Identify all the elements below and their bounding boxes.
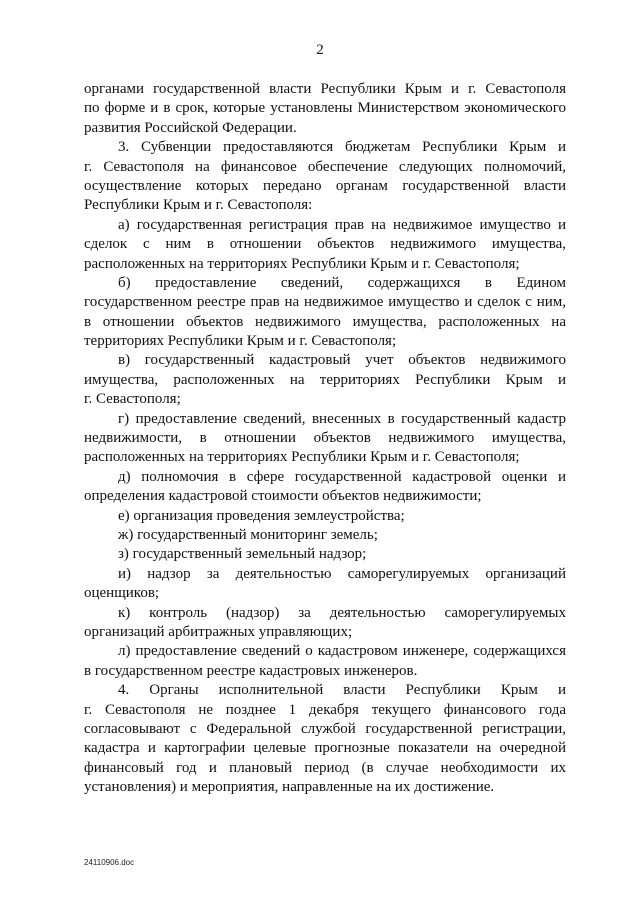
- text-line: финансовый год и плановый период (в случае необходимости их: [84, 759, 566, 776]
- paragraph: [84, 468, 566, 507]
- text-line: определения кадастровой стоимости объектов недвижимости;: [84, 488, 482, 505]
- paragraph: [84, 138, 566, 216]
- text-line: расположенных на территориях Республики Крым и г. Севастополя;: [84, 255, 520, 272]
- text-line: осуществление которых передано органам государственной власти: [84, 177, 566, 194]
- text-line: а) государственная регистрация прав на недвижимое имущество и: [118, 216, 566, 233]
- text-line: в государственном реестре кадастровых инженеров.: [84, 662, 418, 679]
- paragraph: [84, 507, 566, 526]
- text-line: государственном реестре прав на недвижимое имущество и сделок с ним,: [84, 294, 566, 311]
- page-number: 2: [316, 42, 324, 58]
- text-line: л) предоставление сведений о кадастровом инженере, содержащихся: [118, 643, 566, 660]
- text-line: Республики Крым и г. Севастополя:: [84, 197, 313, 214]
- text-line: г. Севастополя;: [84, 391, 181, 408]
- text-line: к) контроль (надзор) за деятельностью саморегулируемых: [118, 604, 566, 621]
- text-line: з) государственный земельный надзор;: [118, 546, 367, 563]
- text-line: кадастра и картографии целевые прогнозные показатели на очередной: [84, 740, 566, 757]
- text-line: д) полномочия в сфере государственной кадастровой оценки и: [118, 468, 566, 485]
- paragraph: [84, 80, 566, 138]
- paragraph: [84, 681, 566, 797]
- text-line: 4. Органы исполнительной власти Республики Крым и: [118, 682, 566, 699]
- text-line: имущества, расположенных на территориях Республики Крым и: [84, 371, 566, 388]
- text-line: 3. Субвенции предоставляются бюджетам Республики Крым и: [118, 139, 566, 156]
- text-line: е) организация проведения землеустройства;: [118, 507, 405, 524]
- paragraph: [84, 274, 566, 352]
- text-line: недвижимости, в отношении объектов недвижимого имущества,: [84, 430, 566, 447]
- text-line: б) предоставление сведений, содержащихся в Едином: [118, 274, 566, 291]
- paragraph: [84, 642, 566, 681]
- paragraph: [84, 545, 566, 564]
- text-line: г. Севастополя не позднее 1 декабря текущего финансового года: [84, 701, 566, 718]
- paragraph: [84, 604, 566, 643]
- text-line: в отношении объектов недвижимого имущества, расположенных на: [84, 313, 566, 330]
- text-line: в) государственный кадастровый учет объектов недвижимого: [118, 352, 566, 369]
- document-body: [84, 80, 566, 797]
- text-line: г) предоставление сведений, внесенных в государственный кадастр: [118, 410, 566, 427]
- text-line: по форме и в срок, которые установлены Министерством экономического: [84, 100, 566, 117]
- text-line: и) надзор за деятельностью саморегулируемых организаций: [118, 565, 566, 582]
- text-line: расположенных на территориях Республики Крым и г. Севастополя;: [84, 449, 520, 466]
- text-line: организаций арбитражных управляющих;: [84, 623, 353, 640]
- file-name-footer: 24110906.doc: [84, 858, 135, 867]
- text-line: г. Севастополя на финансовое обеспечение следующих полномочий,: [84, 158, 566, 175]
- text-line: установления) и мероприятия, направленные на их достижение.: [84, 779, 495, 796]
- text-line: ж) государственный мониторинг земель;: [118, 526, 378, 543]
- paragraph: [84, 410, 566, 468]
- text-line: территориях Республики Крым и г. Севастополя;: [84, 333, 397, 350]
- paragraph: [84, 565, 566, 604]
- text-line: органами государственной власти Республики Крым и г. Севастополя: [84, 81, 566, 97]
- text-line: развития Российской Федерации.: [84, 119, 297, 136]
- text-line: согласовывают с Федеральной службой государственной регистрации,: [84, 720, 566, 737]
- text-line: сделок с ним в отношении объектов недвижимого имущества,: [84, 236, 566, 253]
- paragraph: [84, 351, 566, 409]
- paragraph: [84, 216, 566, 274]
- text-line: оценщиков;: [84, 585, 160, 602]
- paragraph: [84, 526, 566, 545]
